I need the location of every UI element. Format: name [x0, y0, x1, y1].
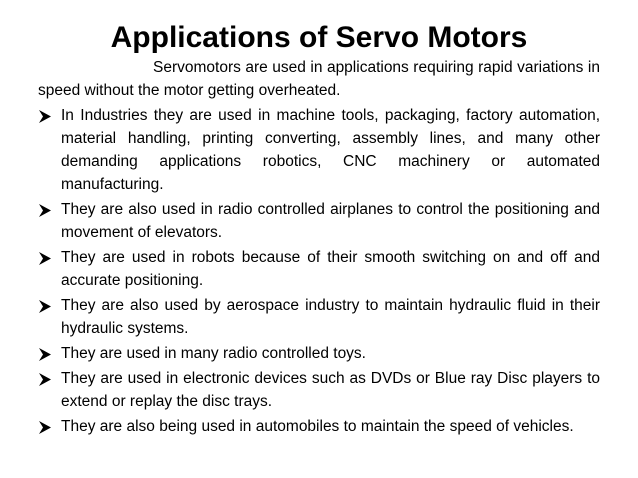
slide-title: Applications of Servo Motors [110, 21, 528, 54]
bullet-list [38, 102, 600, 438]
bullet-item [38, 365, 600, 413]
bullet-text: They are also used by aerospace industry to maintain hydraulic fluid in their hydraulic systems. [61, 297, 600, 337]
arrow-check-bullet-icon [38, 203, 52, 218]
arrow-check-bullet-icon [38, 372, 52, 387]
arrow-check-bullet-icon [38, 299, 52, 314]
bullet-item [38, 292, 600, 340]
bullet-item [38, 102, 600, 196]
bullet-text: In Industries they are used in machine tools, packaging, factory automation, material handling, printing converting, assembly lines, and many other demanding applications robotics, CNC machinery or automated manufacturing. [61, 107, 600, 193]
bullet-text: They are used in robots because of their smooth switching on and off and accurate positioning. [61, 249, 600, 289]
bullet-text: They are also used in radio controlled airplanes to control the positioning and movement of elevators. [61, 201, 600, 241]
bullet-item [38, 244, 600, 292]
slide-content [38, 56, 600, 438]
arrow-check-bullet-icon [38, 347, 52, 362]
bullet-text: They are also being used in automobiles to maintain the speed of vehicles. [61, 418, 574, 435]
arrow-check-bullet-icon [38, 251, 52, 266]
bullet-item [38, 196, 600, 244]
bullet-item [38, 340, 600, 365]
bullet-item [38, 413, 600, 438]
arrow-check-bullet-icon [38, 420, 52, 435]
bullet-text: They are used in many radio controlled toys. [61, 345, 366, 362]
bullet-text: They are used in electronic devices such as DVDs or Blue ray Disc players to extend or replay the disc trays. [61, 370, 600, 410]
arrow-check-bullet-icon [38, 109, 52, 124]
intro-paragraph: Servomotors are used in applications requiring rapid variations in speed without the motor getting overheated. [38, 59, 600, 99]
